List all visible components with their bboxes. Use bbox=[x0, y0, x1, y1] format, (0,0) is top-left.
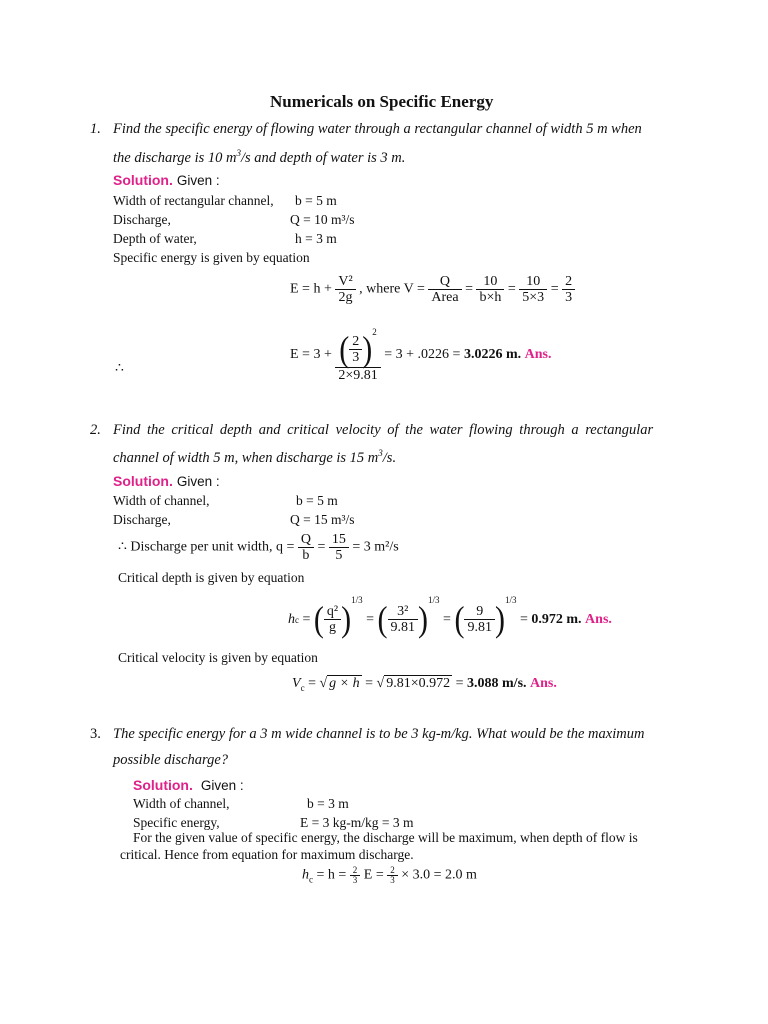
solution-label: Solution. bbox=[113, 473, 173, 489]
q3-text-line1: The specific energy for a 3 m wide channel is to be 3 kg-m/kg. What would be the maximum bbox=[113, 726, 645, 742]
q2-critical-depth-equation: hc = ( $\frac{\text{q²}}{g}$ )$^{1/3}$ = ( $\frac{\text{3²}}{9.81}$ )$^{1/3}$ = ( $\frac{9}{9.81}$ )$^{1/3}$ = 0.972 m. Ans. bbox=[288, 595, 612, 639]
q1-text-line1: Find the specific energy of flowing water through a rectangular channel of width 5 m when bbox=[113, 121, 642, 137]
q2-row-label: Width of channel, bbox=[113, 493, 210, 508]
q1-eq-intro: Specific energy is given by equation bbox=[113, 250, 310, 265]
q1-number: 1. bbox=[90, 121, 101, 137]
q2-cd-intro: Critical depth is given by equation bbox=[118, 570, 305, 585]
q2-text-line2: channel of width 5 m, when discharge is 15 $m^3/s$. bbox=[113, 448, 397, 466]
q2-critical-velocity-equation: $V_c$ = √ g × h = √ 9.81×0.972 = 3.088 m/s. Ans. bbox=[292, 676, 557, 693]
q1-equation-1: E = h + $\frac{\text{V²}}{2g}$ , where V = $\frac{Q}{\text{Area}}$ = $\frac{10}{b\times h}$ = $\frac{10}{5\times 3}$ = $\frac{2}{3}$ bbox=[290, 274, 575, 305]
q2-row-value: Q = 15 m³/s bbox=[290, 512, 355, 527]
answer-label: Ans. bbox=[524, 346, 552, 362]
q2-text-line1: Find the critical depth and critical velocity of the water flowing through a rectangular bbox=[113, 422, 654, 438]
q1-row-label: Width of rectangular channel, bbox=[113, 193, 274, 208]
q1-row-value: h = 3 m bbox=[295, 231, 337, 246]
q2-number: 2. bbox=[90, 422, 101, 438]
q3-paragraph-line2: critical. Hence from equation for maximum discharge. bbox=[120, 847, 414, 862]
q3-paragraph-line1: For the given value of specific energy, the discharge will be maximum, when depth of flow is bbox=[133, 830, 638, 845]
given-label: Given : bbox=[176, 474, 220, 489]
given-label: Given : bbox=[176, 173, 220, 188]
q1-row-label: Discharge, bbox=[113, 212, 171, 227]
q1-equation-2: E = 3 + ( $\frac{2}{3}$ )$^2$ 2×9.81 = 3 + .0226 = 3.0226 m. Ans. bbox=[290, 327, 552, 383]
q3-equation: $h_c = h$ = $\frac{2}{3}$ E = $\frac{2}{3}$ × 3.0 = 2.0 m bbox=[302, 865, 477, 885]
q2-row-label: Discharge, bbox=[113, 512, 171, 527]
q2-cv-intro: Critical velocity is given by equation bbox=[118, 650, 318, 665]
q2-solution-heading bbox=[113, 473, 220, 491]
q3-row-value: b = 3 m bbox=[307, 796, 349, 811]
q1-row-label: Depth of water, bbox=[113, 231, 197, 246]
q3-solution-heading bbox=[133, 777, 244, 795]
answer-label: Ans. bbox=[585, 611, 612, 627]
q3-row-label: Specific energy, bbox=[133, 815, 220, 830]
q1-text-line2: the discharge is 10 $m^3/s$ and depth of water is 3 m. bbox=[113, 148, 406, 166]
solution-label: Solution. bbox=[133, 777, 193, 793]
given-label: Given : bbox=[200, 778, 244, 793]
q3-text-line2: possible discharge? bbox=[113, 752, 229, 768]
answer-label: Ans. bbox=[530, 676, 557, 691]
solution-label: Solution. bbox=[113, 172, 173, 188]
therefore-symbol: ∴ bbox=[115, 361, 124, 376]
q1-row-value: Q = 10 m³/s bbox=[290, 212, 355, 227]
q3-row-value: E = 3 kg-m/kg = 3 m bbox=[300, 815, 414, 830]
q3-row-label: Width of channel, bbox=[133, 796, 230, 811]
q1-solution-heading bbox=[113, 172, 220, 190]
q3-number: 3. bbox=[90, 726, 101, 742]
q2-unit-discharge: ∴ Discharge per unit width, q = $\frac{Q}{b}$ = $\frac{15}{5}$ = 3 m²/s bbox=[118, 532, 399, 563]
q2-row-value: b = 5 m bbox=[296, 493, 338, 508]
q1-row-value: b = 5 m bbox=[295, 193, 337, 208]
page-title: Numericals on Specific Energy bbox=[270, 92, 494, 111]
